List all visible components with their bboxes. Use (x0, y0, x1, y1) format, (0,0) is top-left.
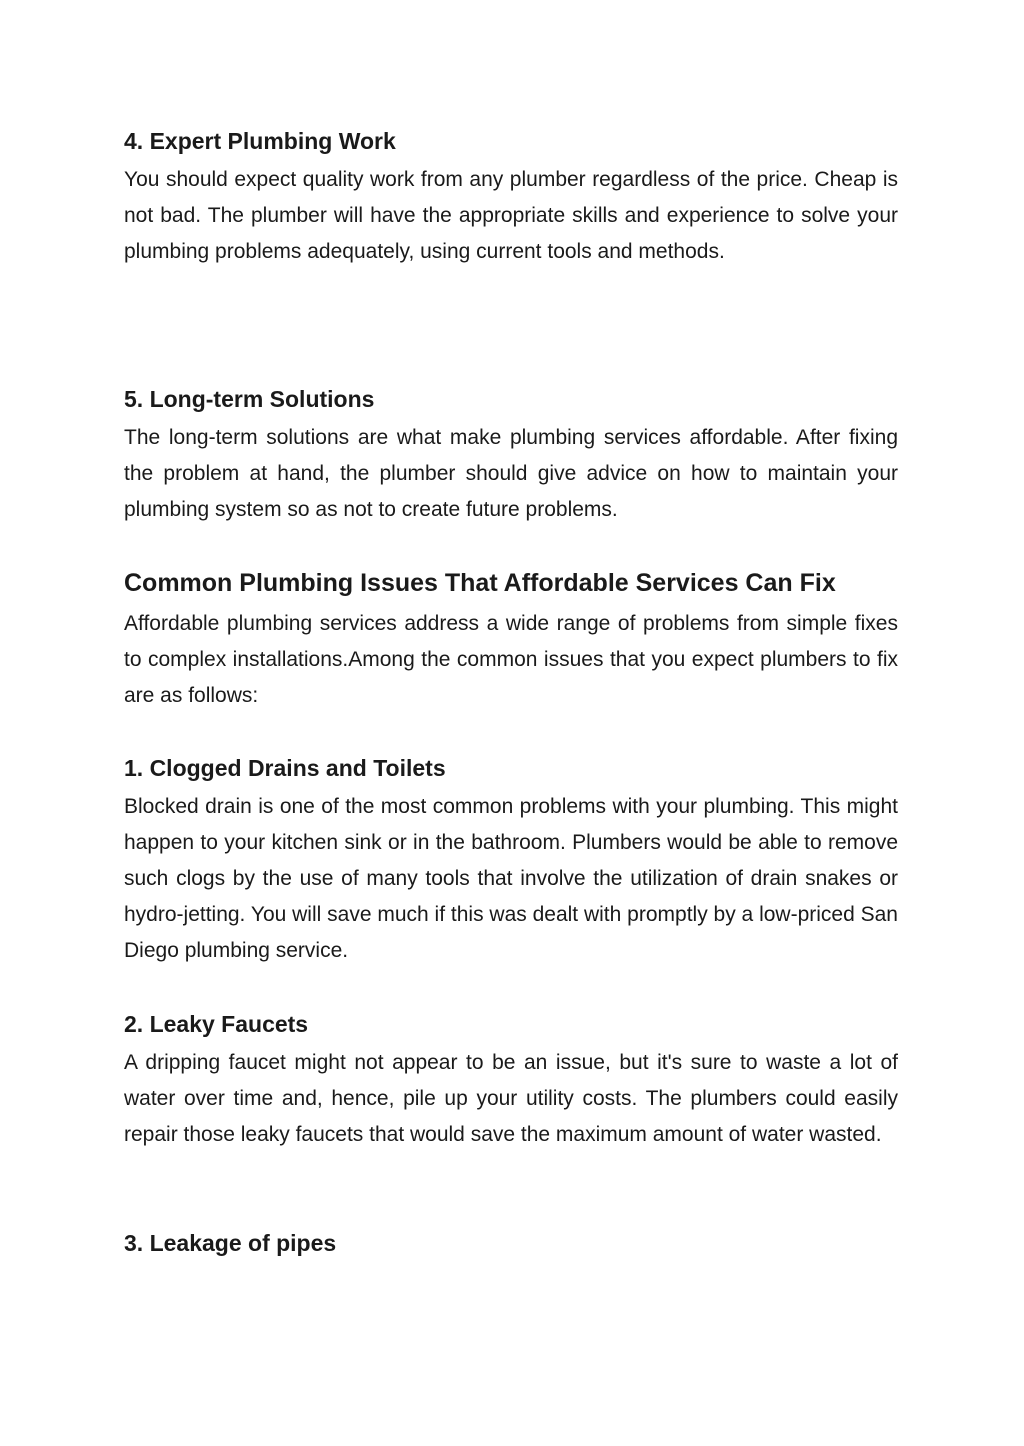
section-body-expert-plumbing-work: You should expect quality work from any plumber regardless of the price. Cheap is not bad. The plumber will have the appropriate skills and experience to solve your plumbing problems adequately, using current tools and methods. (124, 168, 898, 263)
section-heading-expert-plumbing-work: 4. Expert Plumbing Work (124, 128, 396, 154)
issue-heading-leaky-faucets: 2. Leaky Faucets (124, 1011, 309, 1037)
issue-heading-leakage-of-pipes: 3. Leakage of pipes (124, 1230, 337, 1256)
issue-heading-clogged-drains: 1. Clogged Drains and Toilets (124, 755, 446, 781)
section-heading-long-term-solutions: 5. Long-term Solutions (124, 386, 375, 412)
section-body-long-term-solutions: The long-term solutions are what make plumbing services affordable. After fixing the problem at hand, the plumber should give advice on how to maintain your plumbing system so as not to create future problems. (124, 426, 898, 521)
common-issues-title: Common Plumbing Issues That Affordable Services Can Fix (124, 569, 836, 597)
common-issues-intro: Affordable plumbing services address a wide range of problems from simple fixes to complex installations.Among the common issues that you expect plumbers to fix are as follows: (124, 612, 898, 707)
issue-body-clogged-drains: Blocked drain is one of the most common problems with your plumbing. This might happen to your kitchen sink or in the bathroom. Plumbers would be able to remove such clogs by the use of many tools that involve the utilization of drain snakes or hydro-jetting. You will save much if this was dealt with promptly by a low-priced San Diego plumbing service. (124, 795, 898, 962)
issue-body-leaky-faucets: A dripping faucet might not appear to be an issue, but it's sure to waste a lot of water over time and, hence, pile up your utility costs. The plumbers could easily repair those leaky faucets that would save the maximum amount of water wasted. (124, 1051, 898, 1146)
